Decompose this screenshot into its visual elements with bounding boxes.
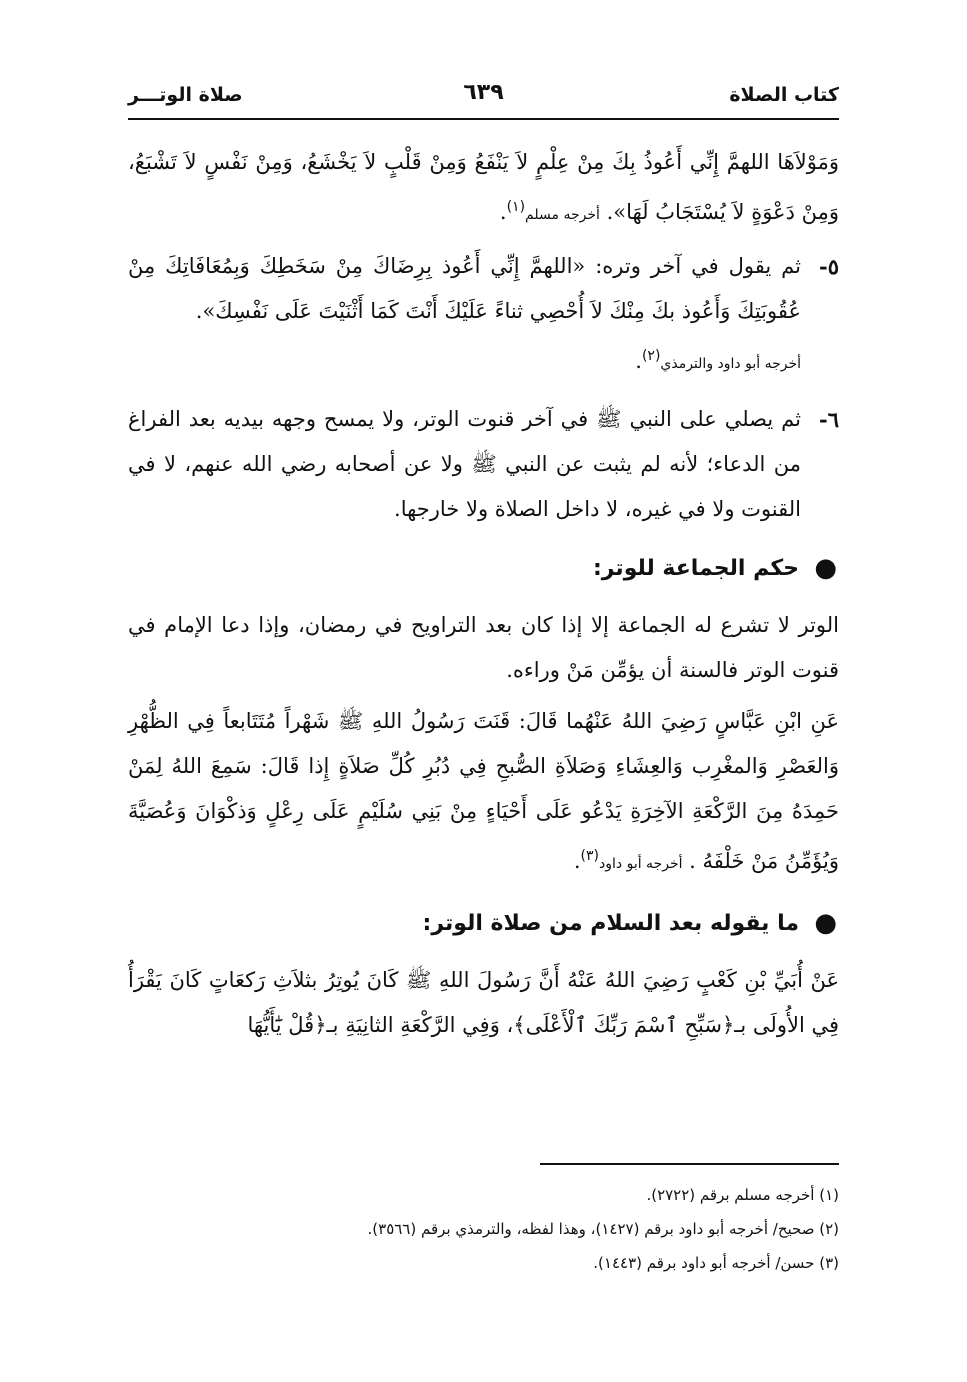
footnotes	[128, 1178, 839, 1280]
item-text: ثم يقول في آخر وتره: «اللهمَّ إِنِّي أَعُوذ بِرِضَاكَ مِنْ سَخَطِكَ وَبِمُعَافَاتِكَ مِنْ عُقُوبَتِكَ وَأَعُوذ بكَ مِنْكَ لاَ أُحْصِي ثناءً عَلَيْكَ أَنْتَ كَمَا أَثْنَيْتَ عَلَى نَفْسِكَ».	[128, 254, 801, 323]
source-note: أخرجه مسلم	[525, 207, 600, 223]
chapter-title: صلاة الوتـــر	[128, 84, 243, 106]
footnote: (٢) صحيح/ أخرجه أبو داود برقم (١٤٢٧)، وهذا لفظه، والترمذي برقم (٣٥٦٦).	[367, 1220, 839, 1238]
paragraph-text: عَنْ أُبَيِّ بْنِ كَعْبٍ رَضِيَ اللهُ عَنْهُ أَنَّ رَسُولَ اللهِ ﷺ كَانَ يُوتِرُ بثلاَثِ رَكعَاتٍ كَانَ يَقْرَأُ فِي الأُولَى بـ﴿سَبِّحِ ٱسْمَ رَبِّكَ ٱلْأَعْلَى﴾، وَفِي الرَّكْعَةِ الثانِيَةِ بـ﴿قُلْ يَٰٓأَيُّهَا	[128, 968, 839, 1037]
section-heading	[128, 546, 839, 591]
source-note: أخرجه أبو داود والترمذي	[660, 356, 801, 372]
item-text: ثم يصلي على النبي ﷺ في آخر قنوت الوتر، ولا يمسح وجهه بيديه بعد الفراغ من الدعاء؛ لأنه لم يثبت عن النبي ﷺ ولا عن أصحابه رضي الله عنهم، لا في القنوت ولا في غيره، لا داخل الصلاة ولا خارجها.	[128, 407, 801, 521]
section-heading	[128, 901, 839, 946]
paragraph-continuation: وَمَوْلاَهَا اللهمَّ إِنِّي أَعُوذُ بِكَ مِنْ عِلْمٍ لاَ يَنْفَعُ وَمِنْ قَلْبٍ لاَ يَخْشَعُ، وَمِنْ نَفْسٍ لاَ تَشْبَعُ، وَمِنْ دَعْوَةٍ لاَ يُسْتَجَابُ لَهَا». أخرجه مسلم$^{(١)}$.	[128, 150, 839, 224]
book-title: كتاب الصلاة	[729, 84, 839, 106]
paragraph-text: عَنِ ابْنِ عَبَّاسٍ رَضِيَ اللهُ عَنْهُما قَالَ: قَنَتَ رَسُولُ اللهِ ﷺ شَهْراً مُتَتَابعاً فِي الظُّهْرِ وَالعَصْرِ وَالمغْرِب وَالعِشَاءِ وَصَلاَةِ الصُّبحِ فِي دُبُرِ كُلِّ صَلاَةٍ إِذا قَالَ: سَمِعَ اللهُ لِمَنْ حَمِدَهُ مِنَ الرَّكْعَةِ الآخِرَةِ يَدْعُو عَلَى أَحْيَاءٍ مِنْ بَنِي سُلَيْمٍ عَلَى رِعْلٍ وَذكْوَانَ وَعُصَيَّةَ وَيُؤَمِّنُ مَنْ خَلْفَهُ .	[128, 709, 839, 873]
bullet-icon: ●	[814, 553, 837, 583]
footnote: (١) أخرجه مسلم برقم (٢٧٢٢).	[646, 1186, 839, 1204]
page-header	[128, 78, 839, 118]
list-item-6	[128, 397, 839, 532]
footnote-ref: (١)	[506, 199, 526, 215]
heading-text: حكم الجماعة للوتر:	[592, 556, 799, 581]
source-note: أخرجه أبو داود	[599, 856, 683, 872]
bullet-icon: ●	[814, 908, 837, 938]
footnote-ref: (٢)	[641, 348, 661, 364]
main-text	[128, 140, 839, 1054]
footnote-rule	[540, 1163, 839, 1165]
list-item-5: ٥- ثم يقول في آخر وتره: «اللهمَّ إِنِّي أَعُوذ بِرِضَاكَ مِنْ سَخَطِكَ وَبِمُعَافَاتِكَ مِنْ عُقُوبَتِكَ وَأَعُوذ بكَ مِنْكَ لاَ أُحْصِي ثناءً عَلَيْكَ أَنْتَ كَمَا أَثْنَيْتَ عَلَى نَفْسِكَ». أخرجه أبو داود والترمذي$^{(٢)}$.	[128, 244, 839, 387]
header-rule	[128, 118, 839, 120]
paragraph-text: الوتر لا تشرع له الجماعة إلا إذا كان بعد التراويح في رمضان، وإذا دعا الإمام في قنوت الوتر فالسنة أن يؤمِّن مَنْ وراءه.	[128, 613, 839, 682]
paragraph-hadith	[128, 958, 839, 1048]
paragraph-hadith: عَنِ ابْنِ عَبَّاسٍ رَضِيَ اللهُ عَنْهُما قَالَ: قَنَتَ رَسُولُ اللهِ ﷺ شَهْراً مُتَتَابعاً فِي الظُّهْرِ وَالعَصْرِ وَالمغْرِب وَالعِشَاءِ وَصَلاَةِ الصُّبحِ فِي دُبُرِ كُلِّ صَلاَةٍ إِذا قَالَ: سَمِعَ اللهُ لِمَنْ حَمِدَهُ مِنَ الرَّكْعَةِ الآخِرَةِ يَدْعُو عَلَى أَحْيَاءٍ مِنْ بَنِي سُلَيْمٍ عَلَى رِعْلٍ وَذكْوَانَ وَعُصَيَّةَ وَيُؤَمِّنُ مَنْ خَلْفَهُ . أخرجه أبو داود$^{(٣)}$.	[128, 709, 839, 873]
item-number: ٦-	[819, 407, 839, 432]
paragraph-text: وَمَوْلاَهَا اللهمَّ إِنِّي أَعُوذُ بِكَ مِنْ عِلْمٍ لاَ يَنْفَعُ وَمِنْ قَلْبٍ لاَ يَخْشَعُ، وَمِنْ نَفْسٍ لاَ تَشْبَعُ، وَمِنْ دَعْوَةٍ لاَ يُسْتَجَابُ لَهَا».	[128, 150, 839, 224]
paragraph	[128, 603, 839, 693]
page-number: ٦٣٩	[463, 80, 504, 105]
footnote-ref: (٣)	[580, 848, 600, 864]
heading-text: ما يقوله بعد السلام من صلاة الوتر:	[422, 911, 799, 936]
item-number: ٥-	[819, 254, 839, 279]
footnote: (٣) حسن/ أخرجه أبو داود برقم (١٤٤٣).	[593, 1254, 839, 1272]
